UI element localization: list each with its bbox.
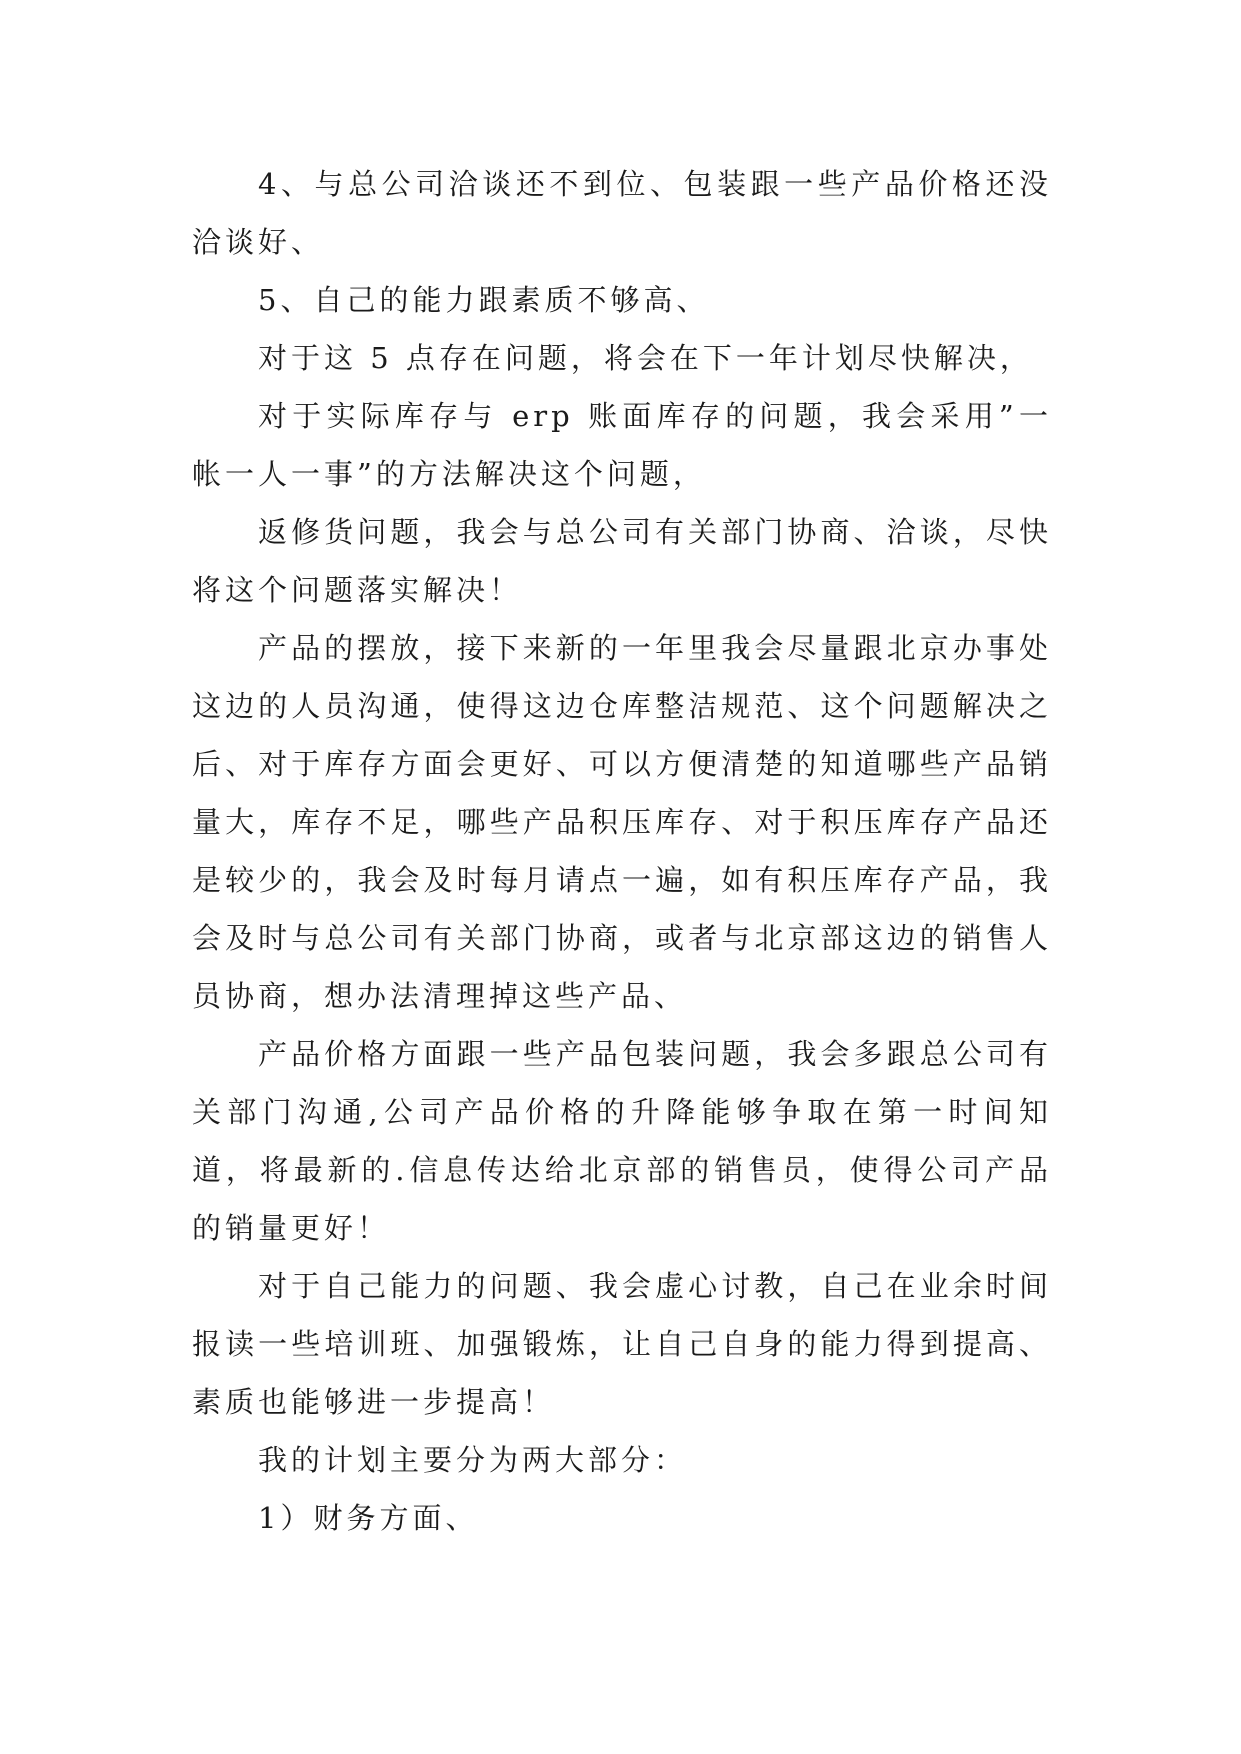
paragraph-item-4: 4、与总公司洽谈还不到位、包装跟一些产品价格还没洽谈好、 (192, 167, 1052, 259)
paragraph-item-5: 5、自己的能力跟素质不够高、 (258, 283, 710, 317)
paragraph-pricing: 产品价格方面跟一些产品包装问题，我会多跟总公司有关部门沟通,公司产品价格的升降能够争取在第一时间知道，将最新的.信息传达给北京部的销售员，使得公司产品的销量更好！ (192, 1037, 1052, 1245)
paragraph-self-improvement: 对于自己能力的问题、我会虚心讨教，自己在业余时间报读一些培训班、加强锻炼，让自己自身的能力得到提高、素质也能够进一步提高！ (192, 1269, 1052, 1419)
paragraph-summary: 对于这 5 点存在问题，将会在下一年计划尽快解决， (258, 341, 1033, 375)
paragraph-plan-finance: 1）财务方面、 (258, 1501, 479, 1535)
paragraph-product-placement: 产品的摆放，接下来新的一年里我会尽量跟北京办事处这边的人员沟通，使得这边仓库整洁规范、这个问题解决之后、对于库存方面会更好、可以方便清楚的知道哪些产品销量大，库存不足，哪些产品积压库存、对于积压库存产品还是较少的，我会及时每月请点一遍，如有积压库存产品，我会及时与总公司有关部门协商，或者与北京部这边的销售人员协商，想办法清理掉这些产品、 (192, 631, 1052, 1013)
paragraph-inventory: 对于实际库存与 erp 账面库存的问题，我会采用”一帐一人一事”的方法解决这个问题， (192, 399, 1052, 491)
paragraph-plan-intro: 我的计划主要分为两大部分： (258, 1443, 688, 1477)
document-body (192, 155, 1052, 1547)
paragraph-repair: 返修货问题，我会与总公司有关部门协商、洽谈，尽快将这个问题落实解决！ (192, 515, 1052, 607)
